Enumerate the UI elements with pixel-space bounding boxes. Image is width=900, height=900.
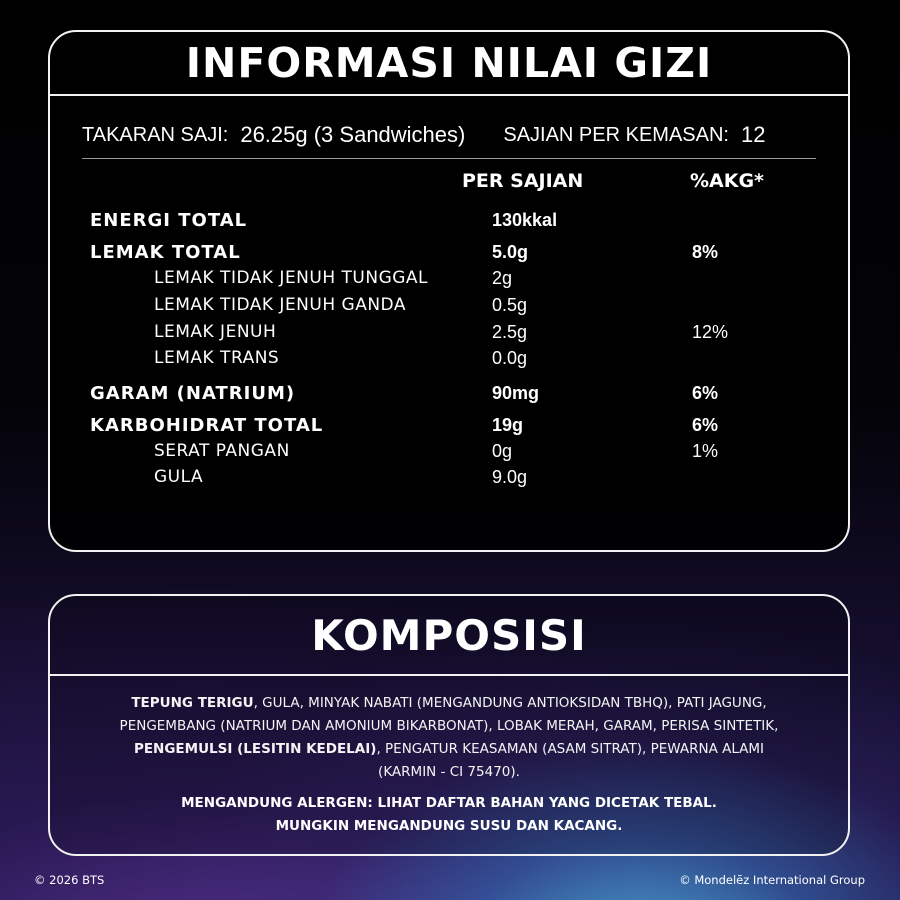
- nutrient-per-serving: 130kkal: [492, 210, 558, 230]
- ingredients-text: [80, 692, 818, 784]
- nutrient-row: [50, 467, 848, 493]
- footer-copyright-right: © Mondelēz International Group: [679, 873, 865, 887]
- composition-title: KOMPOSISI: [50, 596, 848, 676]
- serving-size-label: TAKARAN SAJI:: [82, 123, 229, 146]
- nutrient-label: KARBOHIDRAT TOTAL: [90, 415, 324, 436]
- nutrient-label: LEMAK TIDAK JENUH TUNGGAL: [154, 268, 429, 288]
- ingredients-line: [80, 692, 818, 715]
- serving-info-row: [82, 122, 816, 148]
- nutrient-row: [50, 295, 848, 321]
- ingredients-line: PENGEMBANG (NATRIUM DAN AMONIUM BIKARBONAT), LOBAK MERAH, GARAM, PERISA SINTETIK,: [119, 718, 779, 734]
- nutrient-per-serving: 0g: [492, 441, 513, 461]
- nutrient-per-serving: 90mg: [492, 383, 540, 403]
- servings-per-pack-label: SAJIAN PER KEMASAN:: [503, 123, 729, 146]
- nutrient-row: [50, 242, 848, 268]
- composition-panel: [48, 594, 850, 856]
- ingredients-line: [80, 738, 818, 761]
- nutrient-akg: 8%: [692, 242, 719, 262]
- nutrient-row: [50, 322, 848, 348]
- nutrient-label: ENERGI TOTAL: [90, 210, 248, 231]
- nutrient-row: [50, 348, 848, 374]
- nutrition-title: INFORMASI NILAI GIZI: [50, 32, 848, 96]
- nutrient-label: LEMAK TRANS: [154, 348, 280, 368]
- divider-line: [82, 158, 816, 159]
- nutrient-per-serving: 2g: [492, 268, 513, 288]
- nutrient-label: LEMAK TOTAL: [90, 242, 241, 263]
- nutrient-per-serving: 19g: [492, 415, 524, 435]
- nutrient-label: LEMAK JENUH: [154, 322, 277, 342]
- ingredient-text: , PENGATUR KEASAMAN (ASAM SITRAT), PEWARNA ALAMI: [376, 741, 765, 757]
- nutrient-per-serving: 5.0g: [492, 242, 529, 262]
- column-header-akg: %AKG*: [690, 170, 764, 192]
- nutrient-row: [50, 415, 848, 441]
- nutrient-row: [50, 441, 848, 467]
- servings-per-pack-value: 12: [740, 122, 766, 147]
- serving-size-value: 26.25g (3 Sandwiches): [240, 122, 466, 147]
- nutrient-row: [50, 210, 848, 236]
- nutrient-label: LEMAK TIDAK JENUH GANDA: [154, 295, 406, 315]
- nutrient-label: SERAT PANGAN: [154, 441, 290, 461]
- nutrition-facts-panel: [48, 30, 850, 552]
- allergen-statement: [70, 792, 828, 838]
- ingredient-bold: PENGEMULSI (LESITIN KEDELAI): [133, 741, 377, 757]
- nutrient-akg: 6%: [692, 383, 719, 403]
- ingredient-bold: TEPUNG TERIGU: [131, 695, 254, 711]
- allergen-line: MENGANDUNG ALERGEN: LIHAT DAFTAR BAHAN YANG DICETAK TEBAL.: [181, 795, 717, 811]
- nutrient-per-serving: 2.5g: [492, 322, 528, 342]
- nutrient-row: [50, 268, 848, 294]
- nutrient-label: GULA: [154, 467, 204, 487]
- nutrient-row: [50, 383, 848, 409]
- nutrient-label: GARAM (NATRIUM): [90, 383, 296, 404]
- nutrient-per-serving: 0.0g: [492, 348, 528, 368]
- nutrient-per-serving: 0.5g: [492, 295, 528, 315]
- nutrient-per-serving: 9.0g: [492, 467, 528, 487]
- ingredient-text: , GULA, MINYAK NABATI (MENGANDUNG ANTIOKSIDAN TBHQ), PATI JAGUNG,: [253, 695, 767, 711]
- nutrient-akg: 1%: [692, 441, 719, 461]
- ingredients-line: (KARMIN - CI 75470).: [378, 764, 520, 780]
- footer-copyright-left: © 2026 BTS: [34, 873, 105, 887]
- nutrient-akg: 6%: [692, 415, 719, 435]
- nutrient-akg: 12%: [692, 322, 729, 342]
- allergen-line: MUNGKIN MENGANDUNG SUSU DAN KACANG.: [275, 818, 623, 834]
- column-header-per-serving: PER SAJIAN: [462, 170, 584, 192]
